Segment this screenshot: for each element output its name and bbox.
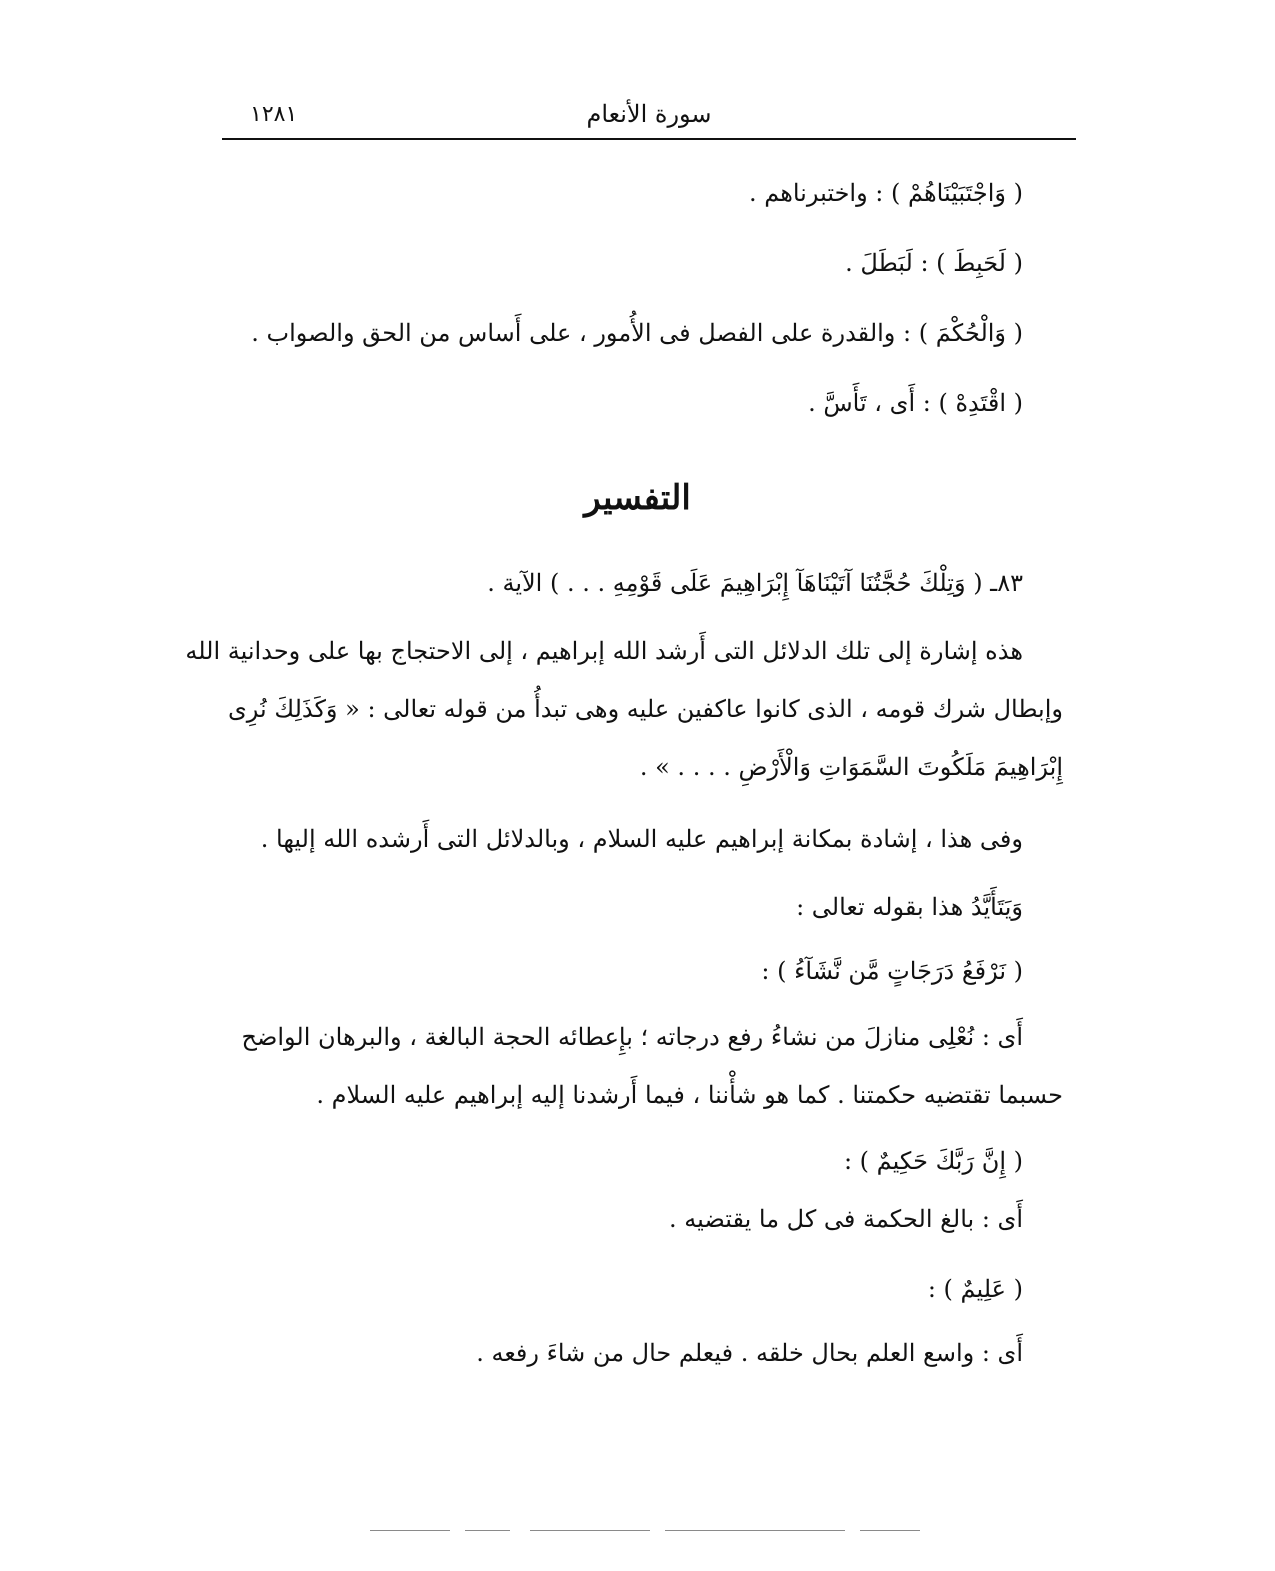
glossary-entry: ( اقْتَدِهْ ) : أَى ، تَأَسَّ .: [808, 389, 1023, 417]
body-line: هذه إشارة إلى تلك الدلائل التى أَرشد الله إبراهيم ، إلى الاحتجاج بها على وحدانية الله: [185, 637, 1023, 665]
body-line: وفى هذا ، إشادة بمكانة إبراهيم عليه السلام ، وبالدلائل التى أَرشده الله إليها .: [260, 825, 1023, 853]
section-title: التفسير: [584, 478, 691, 518]
body-line: وَيَتَأَيَّدُ هذا بقوله تعالى :: [796, 893, 1023, 921]
verse-quote: ( نَرْفَعُ دَرَجَاتٍ مَّن نَّشَآءُ ) :: [761, 957, 1023, 985]
scan-artifact: [465, 1530, 510, 1531]
running-title: سورة الأنعام: [586, 100, 712, 128]
page-header: [222, 100, 1076, 140]
verse-heading: ٨٣ـ ( وَتِلْكَ حُجَّتُنَا آتَيْنَاهَآ إِبْرَاهِيمَ عَلَى قَوْمِهِ . . . ) الآية .: [487, 569, 1023, 597]
glossary-entry: ( لَحَبِطَ ) : لَبَطَلَ .: [845, 249, 1023, 277]
scan-artifact: [530, 1530, 650, 1531]
body-line: إِبْرَاهِيمَ مَلَكُوتَ السَّمَوَاتِ وَالْأَرْضِ . . . . » .: [639, 753, 1063, 781]
body-line: أَى : واسع العلم بحال خلقه . فيعلم حال من شاءَ رفعه .: [476, 1339, 1023, 1367]
glossary-entry: ( وَالْحُكْمَ ) : والقدرة على الفصل فى الأُمور ، على أَساس من الحق والصواب .: [251, 319, 1023, 347]
body-line: حسبما تقتضيه حكمتنا . كما هو شأْننا ، فيما أَرشدنا إليه إبراهيم عليه السلام .: [316, 1081, 1063, 1109]
scan-artifact: [860, 1530, 920, 1531]
verse-quote: ( عَلِيمٌ ) :: [927, 1275, 1023, 1303]
body-line: أَى : نُعْلِى منازلَ من نشاءُ رفع درجاته ؛ بإِعطائه الحجة البالغة ، والبرهان الواضح: [241, 1023, 1023, 1051]
scan-artifact: [665, 1530, 845, 1531]
glossary-entry: ( وَاجْتَبَيْنَاهُمْ ) : واختبرناهم .: [748, 179, 1023, 207]
body-line: وإبطال شرك قومه ، الذى كانوا عاكفين عليه وهى تبدأُ من قوله تعالى : « وَكَذَلِكَ نُرِى: [228, 695, 1063, 723]
body-line: أَى : بالغ الحكمة فى كل ما يقتضيه .: [669, 1205, 1023, 1233]
verse-quote: ( إِنَّ رَبَّكَ حَكِيمٌ ) :: [843, 1147, 1023, 1175]
page-number: ١٢٨١: [250, 102, 298, 127]
scan-artifact: [370, 1530, 450, 1531]
